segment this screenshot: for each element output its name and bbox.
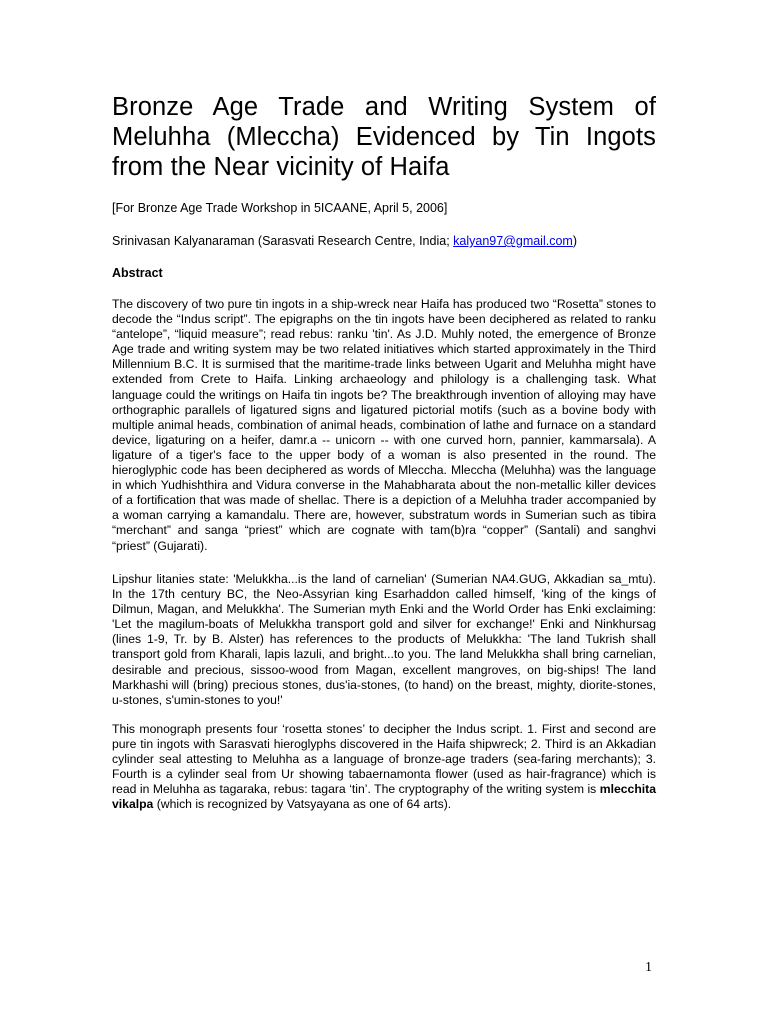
author-email-link[interactable]: kalyan97@gmail.com bbox=[453, 234, 573, 248]
abstract-paragraph-1: The discovery of two pure tin ingots in a ship-wreck near Haifa has produced two “Rosetta” stones to decode the “Indus script”. The epigraphs on the tin ingots have been deciphered as related to ranku “antelope”, “liquid measure”; read rebus: ranku 'tin'. As J.D. Muhly noted, the emergence of Bronze Age trade and writing system may be two related initiatives which started approximately in the Third Millennium B.C. It is surmised that the maritime-trade links between Ugarit and Meluhha might have extended from Crete to Haifa. Linking archaeology and philology is a challenging task. What language could the writings on Haifa tin ingots be? The breakthrough invention of alloying may have orthographic parallels of ligatured signs and ligatured pictorial motifs (such as a bovine body with multiple animal heads, combination of animal heads, combination of lathe and furnace on a standard device, ligaturing on a heifer, damr.a -- unicorn -- with one curved horn, pannier, kammarsala). A ligature of a tiger's face to the upper body of a woman is also presented in the round. The hieroglyphic code has been deciphered as words of Mleccha. Mleccha (Meluhha) was the language in which Yudhishthira and Vidura converse in the Mahabharata about the non-metallic killer devices of a fortification that was made of shellac. There is a depiction of a Meluhha trader accompanied by a woman carrying a kamandalu. There are, however, substratum words in Sumerian such as tibira “merchant” and sanga “priest” which are cognate with tam(b)ra “copper” (Santali) and sanghvi “priest” (Gujarati). bbox=[112, 297, 656, 553]
author-line bbox=[112, 233, 577, 249]
abstract-paragraph-3 bbox=[112, 722, 656, 813]
author-affiliation-close: ) bbox=[572, 234, 577, 248]
abstract-heading: Abstract bbox=[112, 266, 163, 280]
document-title: Bronze Age Trade and Writing System of Meluhha (Mleccha) Evidenced by Tin Ingots from the Near vicinity of Haifa bbox=[112, 93, 656, 181]
mlecchita-vikalpa-term: mlecchita vikalpa bbox=[112, 782, 656, 812]
paragraph-3-text: This monograph presents four ‘rosetta stones’ to decipher the Indus script. 1. First and second are pure tin ingots with Sarasvati hieroglyphs discovered in the Haifa shipwreck; 2. Third is an Akkadian cylinder seal attesting to Meluhha as a language of bronze-age traders (sea-faring merchants); 3. Fourth is a cylinder seal from Ur showing tabaernamonta flower (used as hair-fragrance) which is read in Meluhha as tagaraka, rebus: tagara ‘tin’. The cryptography of the writing system is bbox=[112, 722, 656, 797]
author-affiliation: Srinivasan Kalyanaraman (Sarasvati Research Centre, India; bbox=[112, 234, 454, 248]
page-number: 1 bbox=[645, 960, 652, 975]
abstract-paragraph-2: Lipshur litanies state: 'Melukkha...is the land of carnelian' (Sumerian NA4.GUG, Akkadian sa_mtu). In the 17th century BC, the Neo-Assyrian king Esarhaddon called himself, 'king of the kings of Dilmun, Magan, and Melukkha'. The Sumerian myth Enki and the World Order has Enki exclaiming: 'Let the magilum-boats of Melukkha transport gold and silver for exchange!' Enki and Ninkhursag (lines 1-9, Tr. by B. Alster) has references to the products of Melukkha: 'The land Tukrish shall transport gold from Kharali, lapis lazuli, and bright...to you. The land Melukkha shall bring carnelian, desirable and precious, sissoo-wood from Magan, excellent mangroves, on big-ships! The land Markhashi will (bring) precious stones, dus'ia-stones, (to hand) on the breast, mighty, diorite-stones, u-stones, s'umin-stones to you!' bbox=[112, 572, 656, 707]
workshop-note: [For Bronze Age Trade Workshop in 5ICAANE, April 5, 2006] bbox=[112, 201, 448, 215]
paragraph-3-text-end: (which is recognized by Vatsyayana as one of 64 arts). bbox=[153, 797, 452, 812]
